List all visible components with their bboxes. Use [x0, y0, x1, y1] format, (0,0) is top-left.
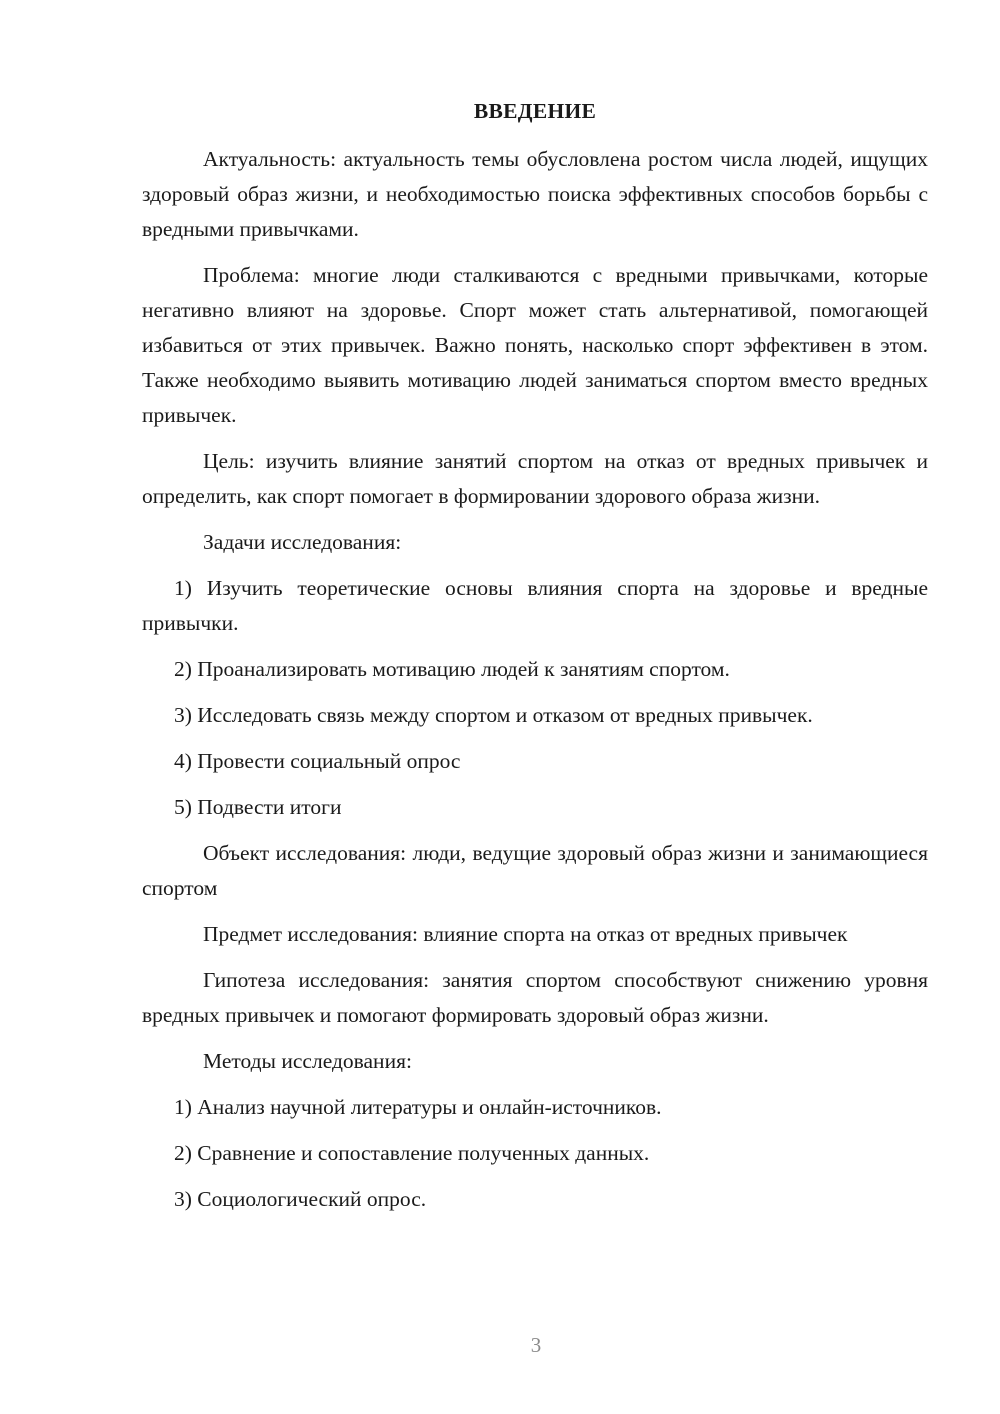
method-item-3: 3) Социологический опрос. — [174, 1187, 427, 1211]
paragraph-problem: Проблема: многие люди сталкиваются с вредными привычками, которые негативно влияют на здоровье. Спорт может стать альтернативой, помогающей избавиться от этих привычек. Важно понять, насколько спорт эффективен в этом. Также необходимо выявить мотивацию людей заниматься спортом вместо вредных привычек. — [142, 263, 928, 427]
task-item-2: 2) Проанализировать мотивацию людей к занятиям спортом. — [174, 657, 730, 681]
paragraph-relevance: Актуальность: актуальность темы обусловлена ростом числа людей, ищущих здоровый образ жизни, и необходимостью поиска эффективных способов борьбы с вредными привычками. — [142, 147, 928, 241]
task-item-1: 1) Изучить теоретические основы влияния спорта на здоровье и вредные привычки. — [142, 576, 928, 635]
paragraph-subject: Предмет исследования: влияние спорта на отказ от вредных привычек — [203, 922, 848, 946]
methods-heading: Методы исследования: — [203, 1049, 412, 1073]
method-item-2: 2) Сравнение и сопоставление полученных данных. — [174, 1141, 650, 1165]
paragraph-goal: Цель: изучить влияние занятий спортом на отказ от вредных привычек и определить, как спорт помогает в формировании здорового образа жизни. — [142, 449, 928, 508]
task-item-4: 4) Провести социальный опрос — [174, 749, 461, 773]
task-item-5: 5) Подвести итоги — [174, 795, 342, 819]
task-item-3: 3) Исследовать связь между спортом и отказом от вредных привычек. — [174, 703, 813, 727]
paragraph-hypothesis: Гипотеза исследования: занятия спортом способствуют снижению уровня вредных привычек и помогают формировать здоровый образ жизни. — [142, 968, 928, 1027]
paragraph-object: Объект исследования: люди, ведущие здоровый образ жизни и занимающиеся спортом — [142, 841, 928, 900]
page-number: 3 — [530, 1333, 542, 1357]
document-page — [142, 96, 928, 1228]
tasks-heading: Задачи исследования: — [203, 530, 402, 554]
method-item-1: 1) Анализ научной литературы и онлайн-источников. — [174, 1095, 662, 1119]
section-title: ВВЕДЕНИЕ — [473, 99, 597, 123]
